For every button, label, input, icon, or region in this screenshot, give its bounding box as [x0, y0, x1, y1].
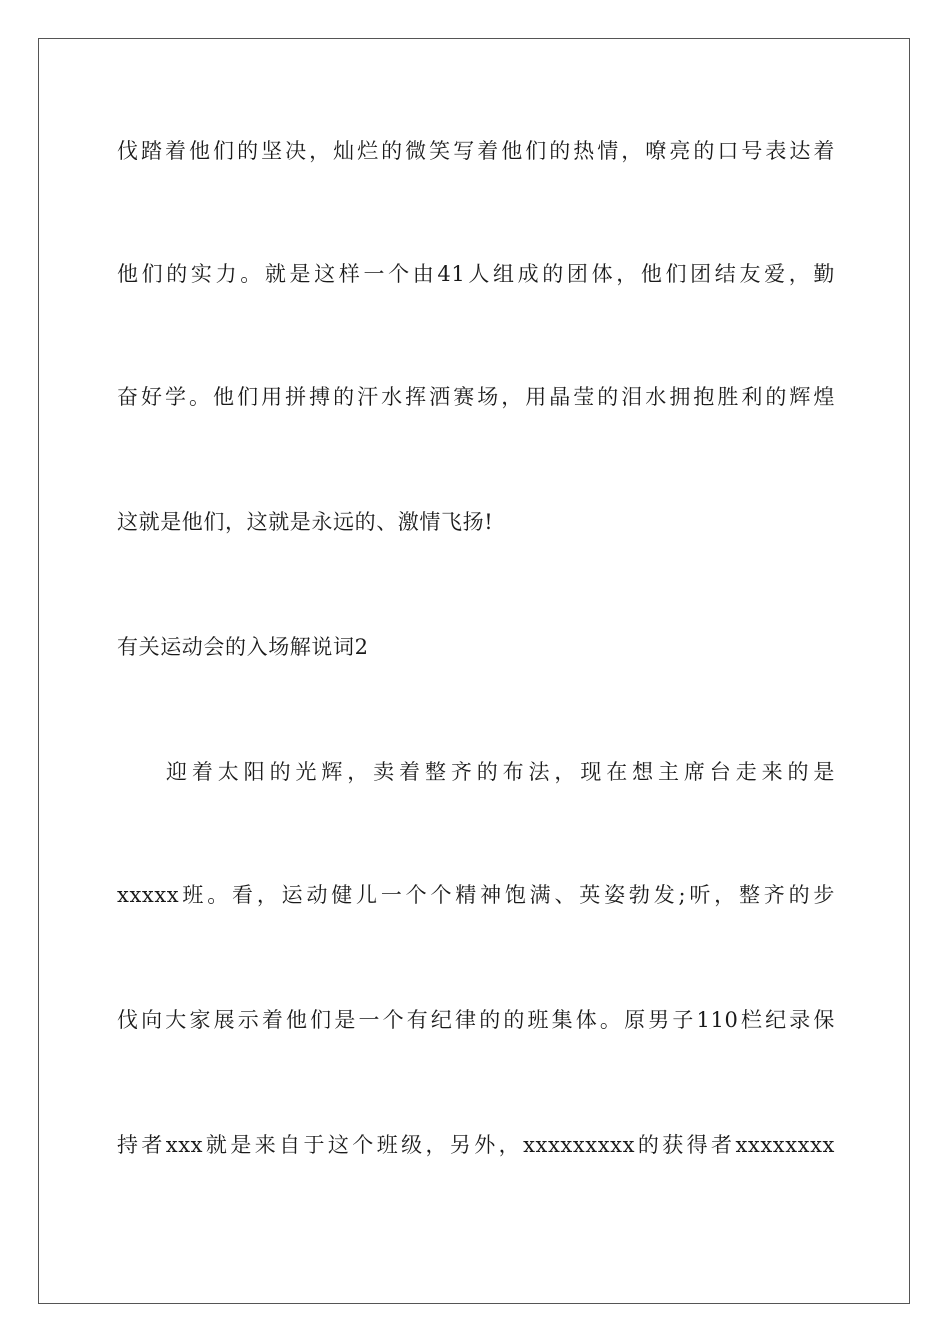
paragraph-line: 奋好学。他们用拼搏的汗水挥洒赛场，用晶莹的泪水拥抱胜利的辉煌 [117, 385, 835, 409]
paragraph-line: xxxxx班。看，运动健儿一个个精神饱满、英姿勃发;听，整齐的步 [117, 883, 835, 907]
paragraph-line: 持者xxx就是来自于这个班级，另外，xxxxxxxxx的获得者xxxxxxxx [117, 1133, 835, 1157]
paragraph-line: 他们的实力。就是这样一个由41人组成的团体，他们团结友爱，勤 [117, 262, 835, 286]
paragraph-line: 这就是他们，这就是永远的、激情飞扬! [117, 510, 494, 534]
section-title: 有关运动会的入场解说词2 [117, 635, 369, 659]
paragraph-line: 伐踏着他们的坚决，灿烂的微笑写着他们的热情，嘹亮的口号表达着 [117, 139, 835, 163]
paragraph-line: 迎着太阳的光辉，卖着整齐的布法，现在想主席台走来的是 [166, 760, 835, 784]
paragraph-line: 伐向大家展示着他们是一个有纪律的的班集体。原男子110栏纪录保 [117, 1008, 835, 1032]
page-border [38, 38, 910, 1304]
